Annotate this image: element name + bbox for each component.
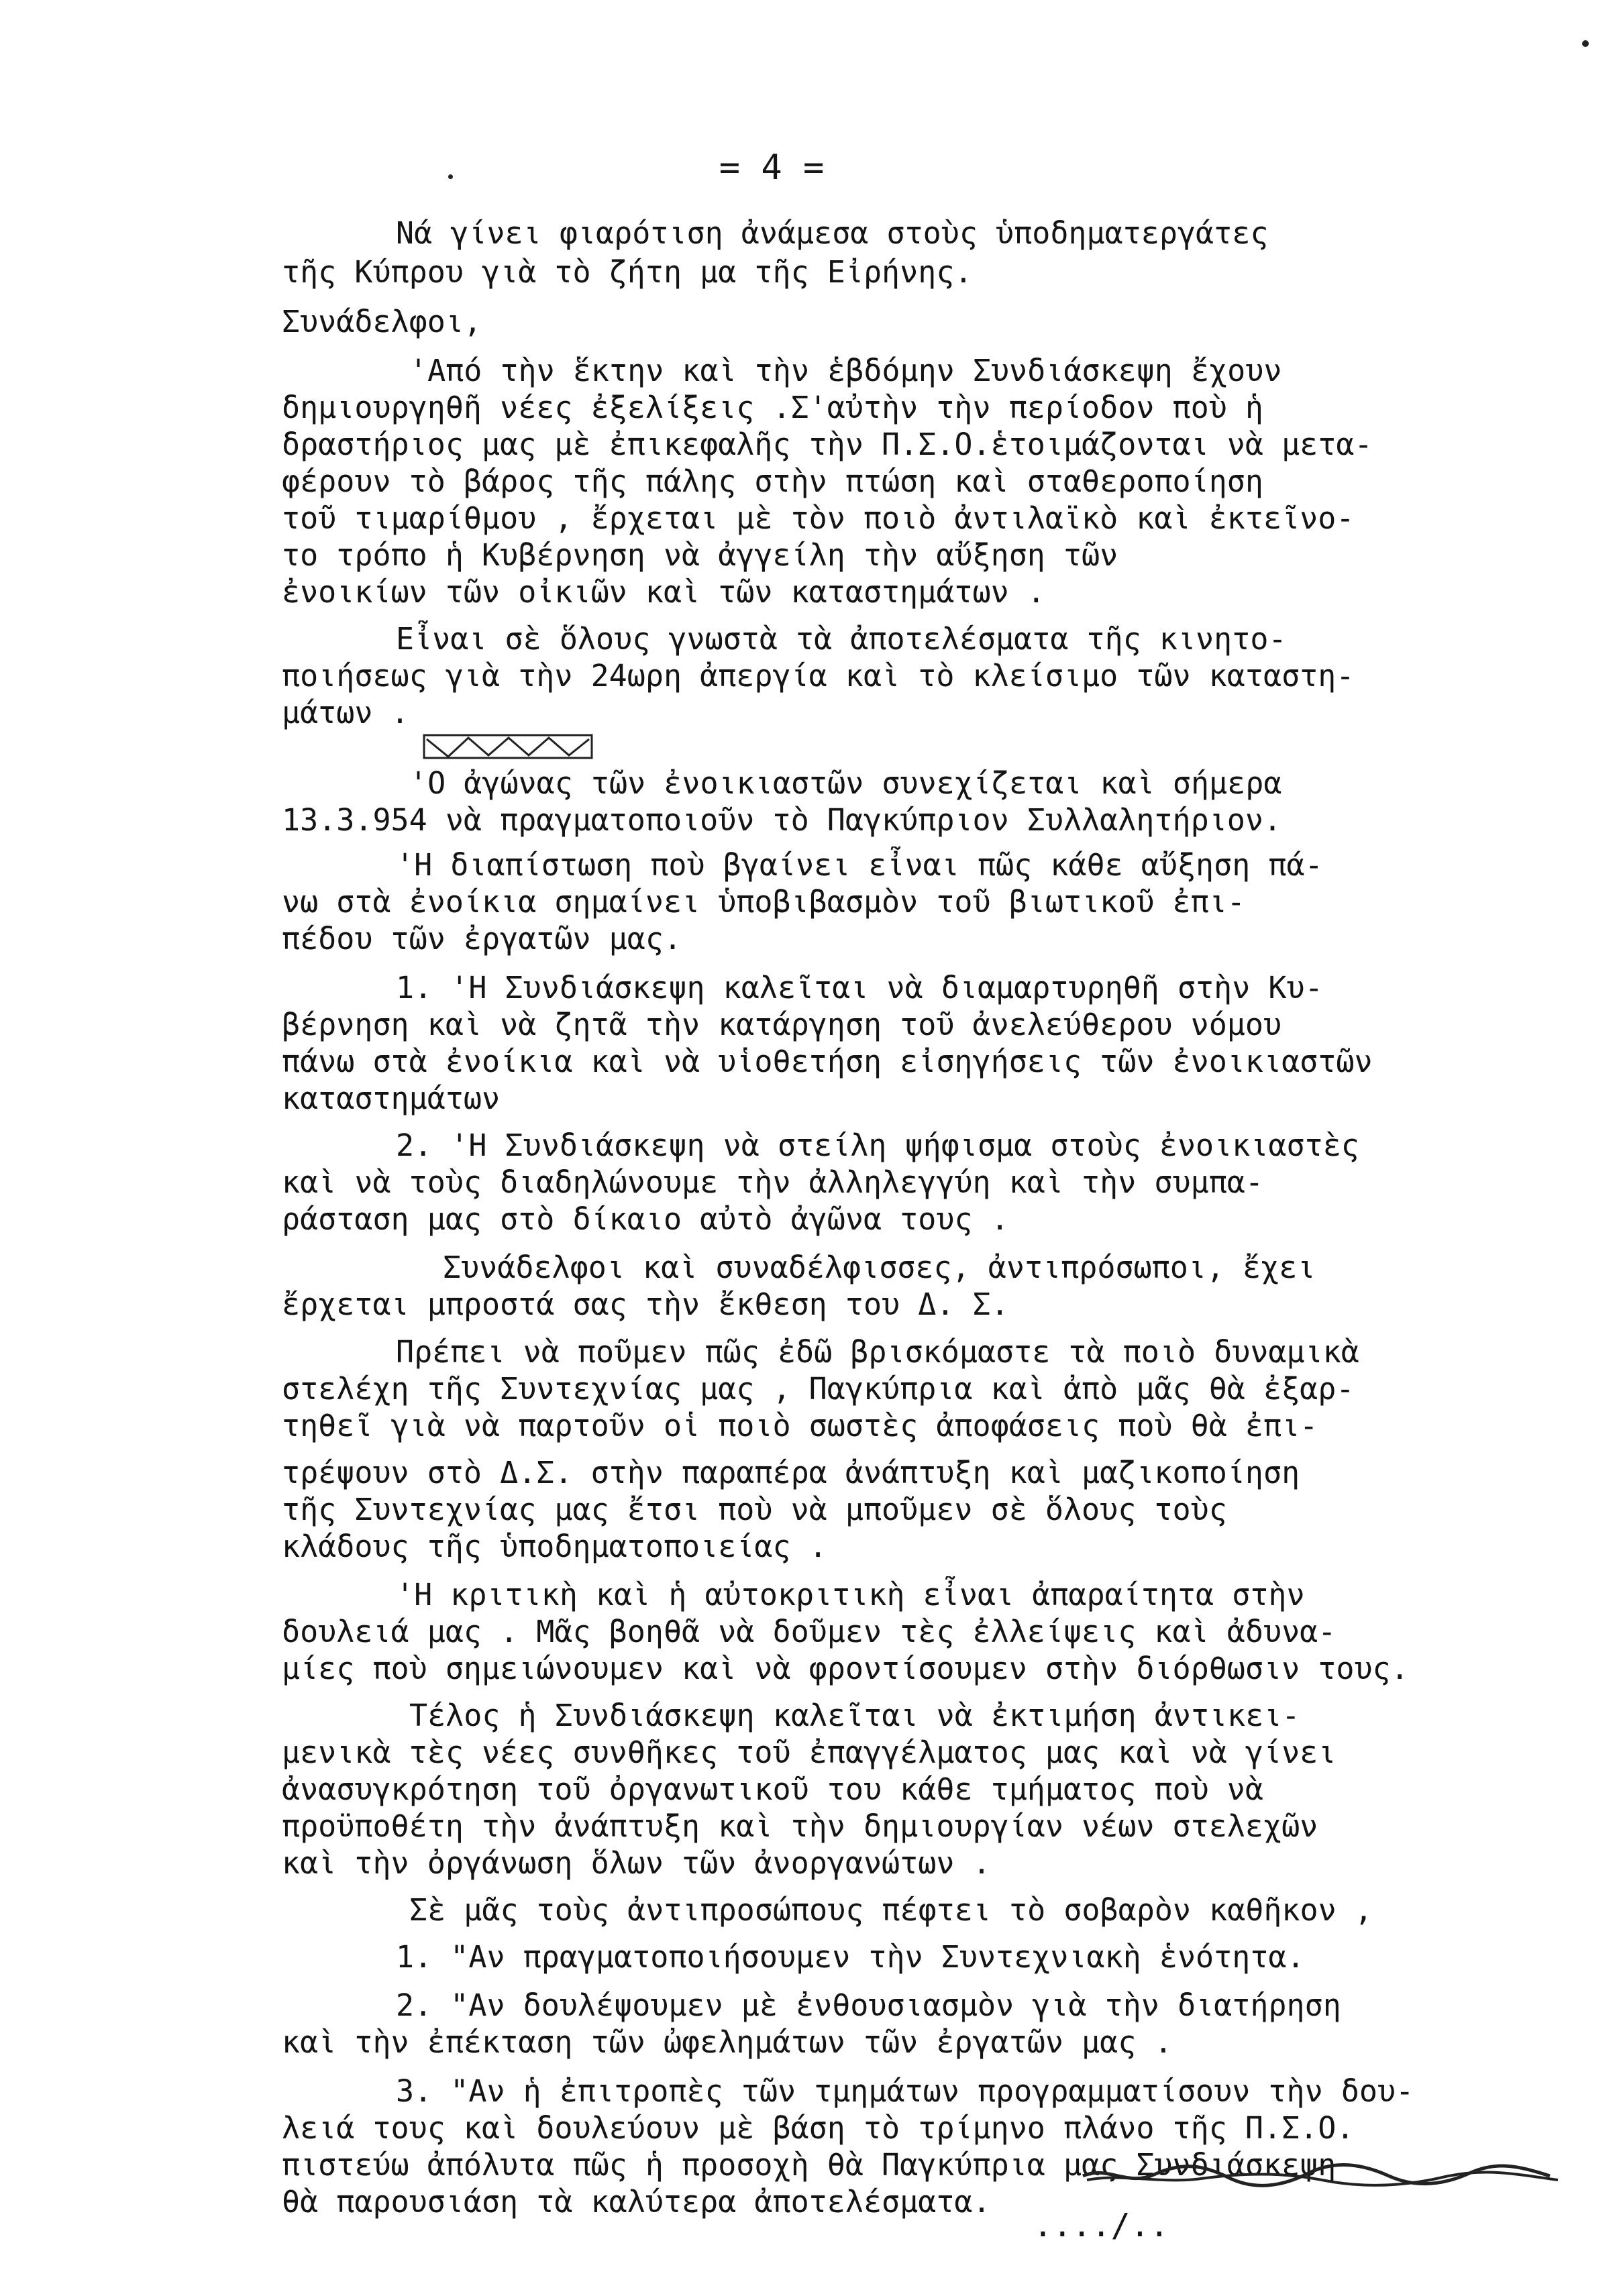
- text-line: τηθεῖ γιὰ νὰ παρτοῦν οἱ ποιὸ σωστὲς ἀποφάσεις ποὺ θὰ ἐπι-: [282, 1408, 1318, 1443]
- page-number: = 4 =: [719, 148, 825, 188]
- text-line: 2. 'Η Συνδιάσκεψη νὰ στείλη ψήφισμα στοὺς ἐνοικιαστὲς: [396, 1128, 1359, 1163]
- text-line: καταστημάτων: [282, 1081, 501, 1116]
- text-line: δημιουργηθῆ νέες ἐξελίξεις .Σ'αὐτὴν τὴν περίοδον ποὺ ἡ: [282, 390, 1263, 425]
- text-line: φέρουν τὸ βάρος τῆς πάλης στὴν πτώση καὶ σταθεροποίηση: [282, 463, 1263, 499]
- text-line: ἐνοικίων τῶν οἰκιῶν καὶ τῶν καταστημάτων .: [282, 574, 1045, 610]
- text-line: τῆς Συντεχνίας μας ἔτσι ποὺ νὰ μποῦμεν σὲ ὅλους τοὺς: [282, 1492, 1227, 1527]
- text-line: Πρέπει νὰ ποῦμεν πῶς ἐδῶ βρισκόμαστε τὰ ποιὸ δυναμικὰ: [396, 1334, 1359, 1370]
- text-line: τρέψουν στὸ Δ.Σ. στὴν παραπέρα ἀνάπτυξη καὶ μαζικοποίηση: [282, 1455, 1300, 1490]
- struck-word-mark: [421, 731, 596, 762]
- text-line: Συνάδελφοι,: [282, 304, 482, 339]
- text-line: στελέχη τῆς Συντεχνίας μας , Παγκύπρια καὶ ἀπὸ μᾶς θὰ ἐξαρ-: [282, 1371, 1355, 1407]
- speck-mark: [448, 174, 453, 179]
- text-line: 2. "Αν δουλέψουμεν μὲ ἐνθουσιασμὸν γιὰ τὴν διατήρηση: [396, 1987, 1341, 2023]
- text-line: 13.3.954 νὰ πραγματοποιοῦν τὸ Παγκύπριον Συλλαλητήριον.: [282, 802, 1282, 838]
- text-line: ράσταση μας στὸ δίκαιο αὐτὸ ἀγῶνα τους .: [282, 1201, 1009, 1237]
- text-line: καὶ τὴν ὀργάνωση ὅλων τῶν ἀνοργανώτων .: [282, 1845, 991, 1881]
- text-line: 3. "Αν ἡ ἐπιτροπὲς τῶν τμημάτων προγραμματίσουν τὴν δου-: [396, 2073, 1414, 2109]
- text-line: τῆς Κύπρου γιὰ τὸ ζήτη μα τῆς Εἰρήνης.: [282, 254, 973, 290]
- text-line: καὶ τὴν ἐπέκταση τῶν ὠφελημάτων τῶν ἐργατῶν μας .: [282, 2024, 1173, 2060]
- text-line: 'Ο ἀγώνας τῶν ἐνοικιαστῶν συνεχίζεται καὶ σήμερα: [409, 765, 1282, 801]
- text-line: 'Η διαπίστωση ποὺ βγαίνει εἶναι πῶς κάθε αὔξηση πά-: [396, 847, 1323, 883]
- text-line: Νά γίνει φιαρότιση ἀνάμεσα στοὺς ὑποδηματεργάτες: [396, 215, 1269, 251]
- text-line: 1. 'Η Συνδιάσκεψη καλεῖται νὰ διαμαρτυρηθῆ στὴν Κυ-: [396, 970, 1323, 1005]
- text-line: πάνω στὰ ἐνοίκια καὶ νὰ υἱοθετήση εἰσηγήσεις τῶν ἐνοικιαστῶν: [282, 1044, 1373, 1079]
- text-line: Συνάδελφοι καὶ συναδέλφισσες, ἀντιπρόσωποι, ἔχει: [443, 1250, 1316, 1285]
- text-line: βέρνηση καὶ νὰ ζητᾶ τὴν κατάργηση τοῦ ἀνελεύθερου νόμου: [282, 1007, 1282, 1042]
- text-line: θὰ παρουσιάση τὰ καλύτερα ἀποτελέσματα.: [282, 2184, 991, 2220]
- text-line: ἔρχεται μπροστά σας τὴν ἔκθεση του Δ. Σ.: [282, 1287, 1009, 1322]
- text-line: μάτων .: [282, 695, 409, 730]
- text-line: μίες ποὺ σημειώνουμεν καὶ νὰ φροντίσουμεν στὴν διόρθωσιν τους.: [282, 1651, 1409, 1686]
- text-line: 'Από τὴν ἕκτην καὶ τὴν ἑβδόμην Συνδιάσκεψη ἔχουν: [409, 353, 1282, 388]
- text-line: ἀνασυγκρότηση τοῦ ὀργανωτικοῦ του κάθε τμήματος ποὺ νὰ: [282, 1771, 1263, 1807]
- text-line: 1. "Αν πραγματοποιήσουμεν τὴν Συντεχνιακὴ ἑνότητα.: [396, 1939, 1305, 1975]
- text-line: Εἶναι σὲ ὅλους γνωστὰ τὰ ἀποτελέσματα τῆς κινητο-: [396, 621, 1287, 657]
- speck-mark: [1582, 40, 1589, 47]
- text-line: δουλειά μας . Μᾶς βοηθᾶ νὰ δοῦμεν τὲς ἐλλείψεις καὶ ἀδυνα-: [282, 1614, 1337, 1649]
- text-line: μενικὰ τὲς νέες συνθῆκες τοῦ ἐπαγγέλματος μας καὶ νὰ γίνει: [282, 1735, 1337, 1770]
- text-line: τοῦ τιμαρίθμου , ἔρχεται μὲ τὸν ποιὸ ἀντιλαϊκὸ καὶ ἐκτεῖνο-: [282, 500, 1355, 536]
- text-line: ποιήσεως γιὰ τὴν 24ωρη ἀπεργία καὶ τὸ κλείσιμο τῶν καταστη-: [282, 658, 1355, 694]
- text-line: δραστήριος μας μὲ ἐπικεφαλῆς τὴν Π.Σ.Ο.ἑτοιμάζονται νὰ μετα-: [282, 427, 1373, 462]
- text-line: λειά τους καὶ δουλεύουν μὲ βάση τὸ τρίμηνο πλάνο τῆς Π.Σ.Ο.: [282, 2110, 1355, 2146]
- page-continuation-mark: ..../..: [1033, 2207, 1169, 2244]
- text-line: πιστεύω ἀπόλυτα πῶς ἡ προσοχὴ θὰ Παγκύπρια μας Συνδιάσκεψη: [282, 2147, 1337, 2183]
- text-line: προϋποθέτη τὴν ἀνάπτυξη καὶ τὴν δημιουργίαν νέων στελεχῶν: [282, 1808, 1318, 1844]
- text-line: πέδου τῶν ἐργατῶν μας.: [282, 921, 682, 956]
- text-line: Τέλος ἡ Συνδιάσκεψη καλεῖται νὰ ἐκτιμήση ἀντικει-: [409, 1698, 1300, 1733]
- text-line: Σὲ μᾶς τοὺς ἀντιπροσώπους πέφτει τὸ σοβαρὸν καθῆκον ,: [409, 1892, 1373, 1928]
- text-line: το τρόπο ἡ Κυβέρνηση νὰ ἀγγείλη τὴν αὔξηση τῶν: [282, 537, 1118, 573]
- text-line: νω στὰ ἐνοίκια σημαίνει ὑποβιβασμὸν τοῦ βιωτικοῦ ἐπι-: [282, 884, 1245, 920]
- text-line: κλάδους τῆς ὑποδηματοποιείας .: [282, 1529, 827, 1564]
- text-line: καὶ νὰ τοὺς διαδηλώνουμε τὴν ἀλληλεγγύη καὶ τὴν συμπα-: [282, 1164, 1263, 1200]
- text-line: 'Η κριτικὴ καὶ ἡ αὐτοκριτικὴ εἶναι ἀπαραίτητα στὴν: [396, 1577, 1305, 1612]
- crossed-out-scribble: [1080, 2160, 1563, 2189]
